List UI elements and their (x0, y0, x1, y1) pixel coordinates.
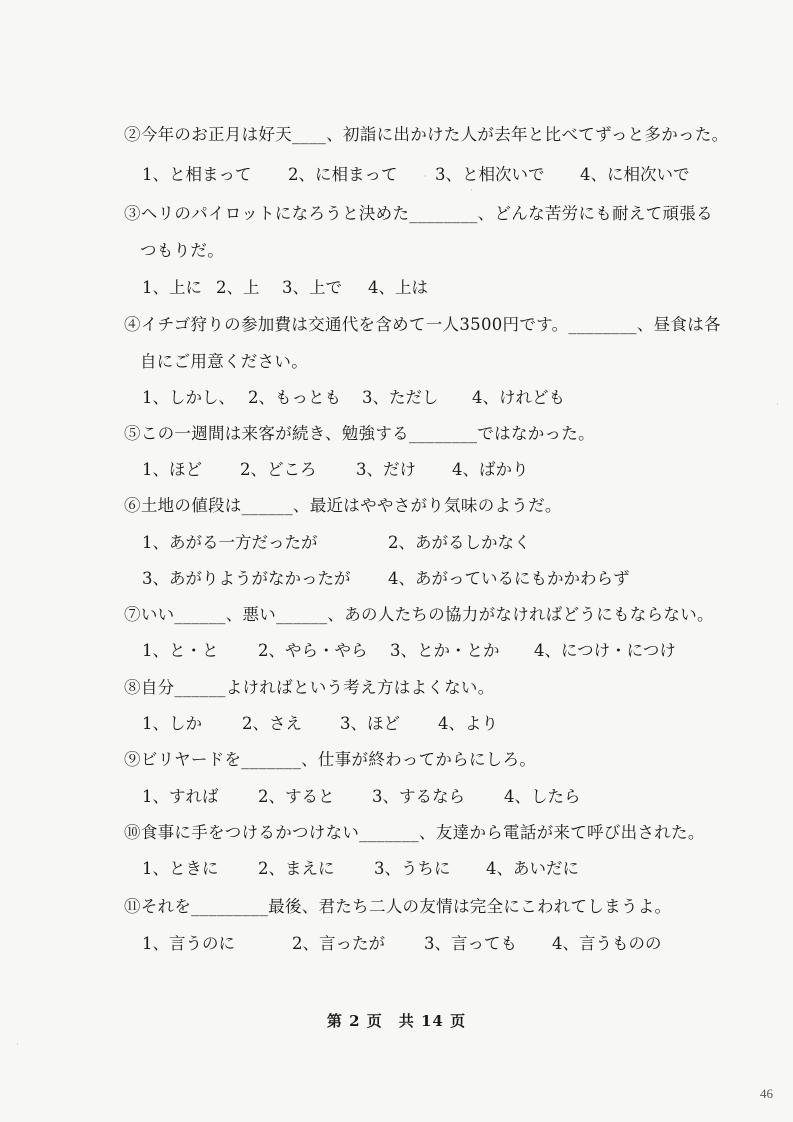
scan-speck: · (776, 400, 779, 409)
question-7-text: ⑦いい______、悪い______、あの人たちの協力がなければどうにもならない。 (124, 605, 714, 624)
option: 3、とか・とか (390, 641, 500, 660)
option: 1、と相まって (142, 165, 252, 184)
scan-speck: · (470, 186, 473, 195)
option: 4、ばかり (452, 460, 529, 479)
option: 2、あがるしかなく (388, 533, 531, 552)
option: 2、やら・やら (258, 641, 368, 660)
option: 3、だけ (356, 460, 416, 479)
option: 4、けれども (472, 388, 565, 407)
scan-speck: · (424, 172, 427, 181)
scan-speck: · (16, 1040, 19, 1049)
option: 4、あいだに (486, 859, 579, 878)
option: 1、ほど (142, 460, 202, 479)
question-3-text: ③ヘリのパイロットになろうと決めた________、どんな苦労にも耐えて頑張る (124, 204, 713, 223)
option: 3、言っても (424, 934, 517, 953)
question-5-text: ⑤この一週間は来客が続き、勉強する________ではなかった。 (124, 424, 595, 443)
question-2-text: ②今年のお正月は好天____、初詣に出かけた人が去年と比べてずっと多かった。 (124, 125, 729, 144)
option: 4、したら (504, 787, 581, 806)
option: 4、あがっているにもかかわらず (388, 569, 630, 588)
option: 3、上で (282, 278, 342, 297)
option: 2、言ったが (292, 934, 385, 953)
option: 1、言うのに (142, 934, 235, 953)
page-footer: 第 2 页 共 14 页 (326, 1012, 467, 1030)
option: 3、と相次いで (435, 165, 545, 184)
option: 4、上は (368, 278, 428, 297)
option: 3、ほど (340, 714, 400, 733)
option: 1、ときに (142, 859, 219, 878)
option: 2、に相まって (288, 165, 398, 184)
option: 3、あがりようがなかったが (142, 569, 351, 588)
option: 1、すれば (142, 787, 219, 806)
option: 1、と・と (142, 641, 219, 660)
question-4-text: ④イチゴ狩りの参加費は交通代を含めて一人3500円です。________、昼食は各 (124, 315, 721, 334)
option: 2、もっとも (248, 388, 341, 407)
option: 3、うちに (374, 859, 451, 878)
option: 1、しか (142, 714, 202, 733)
option: 4、言うものの (552, 934, 662, 953)
option: 2、どころ (240, 460, 317, 479)
question-10-text: ⑩食事に手をつけるかつけない_______、友達から電話が来て呼び出された。 (124, 823, 705, 842)
option: 1、しかし、 (142, 388, 235, 407)
page-number: 46 (760, 1086, 773, 1101)
option: 3、するなら (372, 787, 465, 806)
question-4-continuation: 自にご用意ください。 (140, 352, 308, 371)
option: 4、に相次いで (580, 165, 690, 184)
option: 2、すると (258, 787, 335, 806)
option: 3、ただし (362, 388, 439, 407)
question-9-text: ⑨ビリヤードを_______、仕事が終わってからにしろ。 (124, 750, 537, 769)
option: 2、上 (216, 278, 260, 297)
option: 4、より (438, 714, 498, 733)
question-3-continuation: つもりだ。 (140, 241, 224, 260)
option: 2、さえ (242, 714, 302, 733)
option: 4、につけ・につけ (534, 641, 676, 660)
question-6-text: ⑥土地の値段は______、最近はややさがり気味のようだ。 (124, 496, 562, 515)
question-8-text: ⑧自分______よければという考え方はよくない。 (124, 678, 495, 697)
option: 2、まえに (258, 859, 335, 878)
option: 1、あがる一方だったが (142, 533, 318, 552)
question-11-text: ⑪それを_________最後、君たち二人の友情は完全にこわれてしまうよ。 (124, 897, 672, 916)
option: 1、上に (142, 278, 202, 297)
